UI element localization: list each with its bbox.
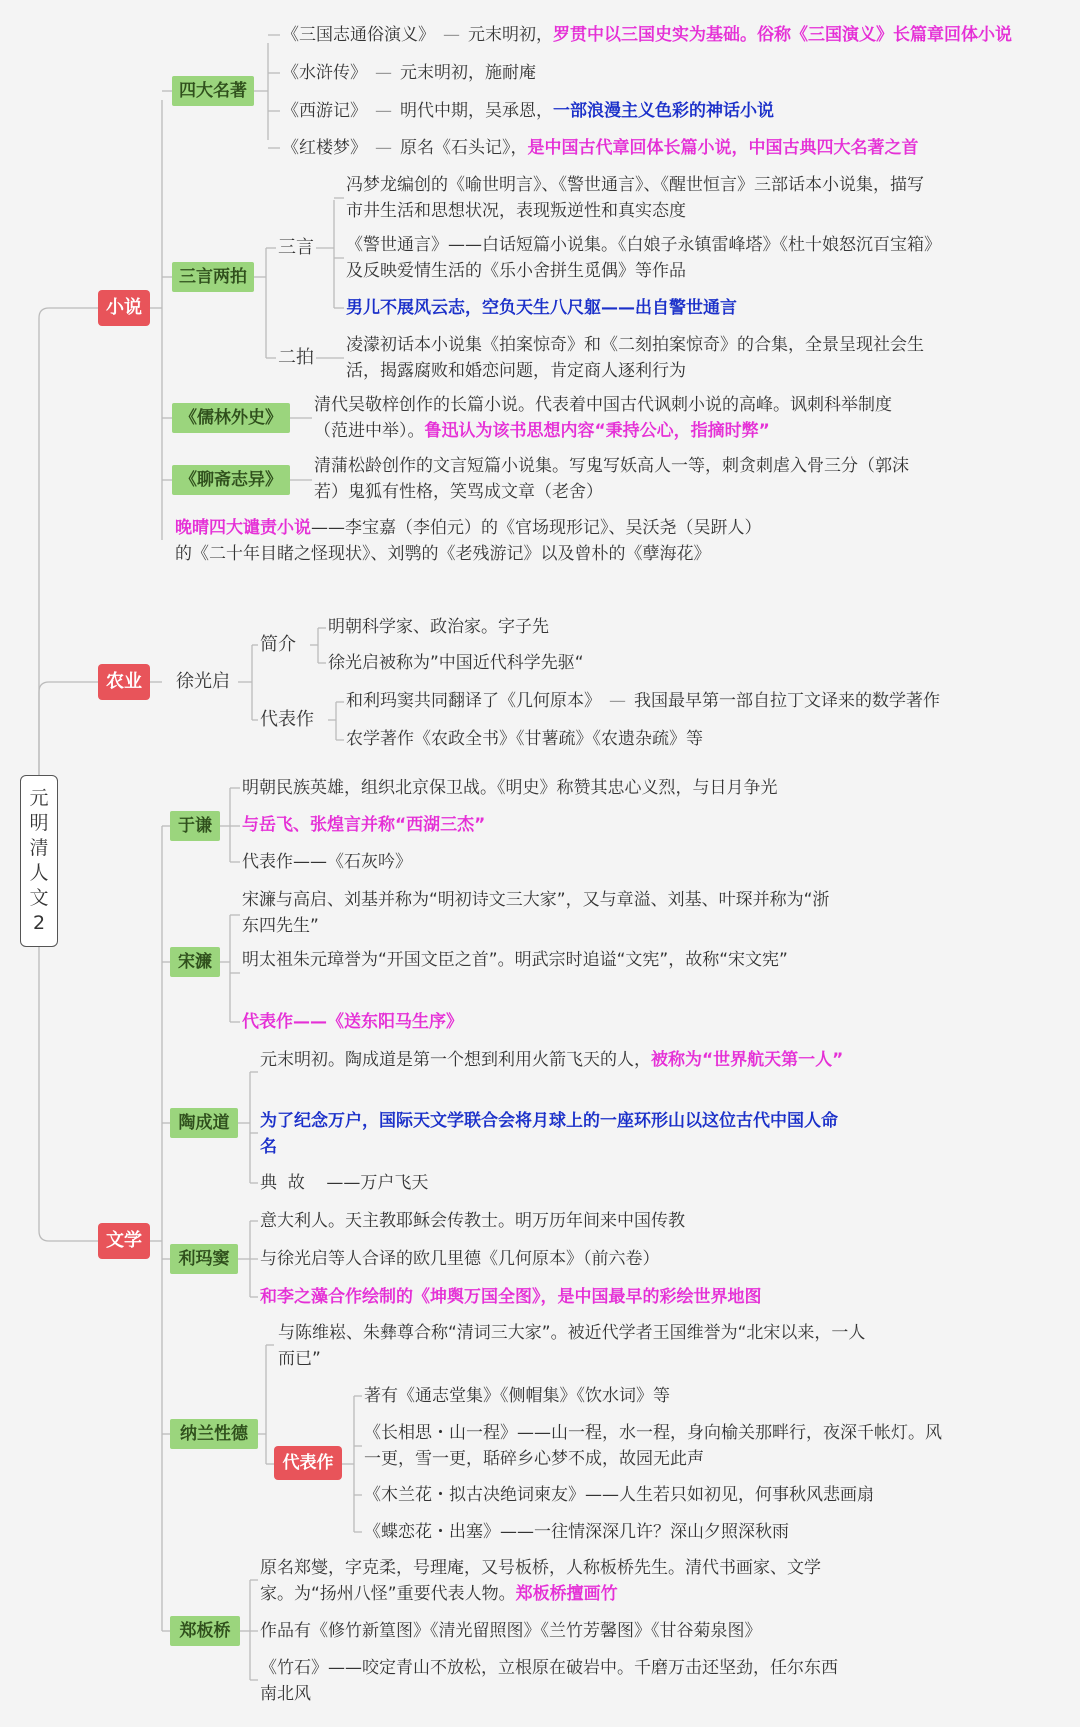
limadou-item: 与徐光启等人合译的欧几里德《几何原本》（前六卷） [260,1249,660,1269]
nalan-work: 《蝶恋花・出塞》——一往情深深几许？深山夕照深秋雨 [364,1522,789,1542]
sanyan-item: 冯梦龙编创的《喻世明言》、《警世通言》、《醒世恒言》三部话本小说集，描写市井生活和思想状况，表现叛逆性和真实态度 [346,175,924,221]
node-sanyan[interactable]: 三言 [278,237,314,258]
nalan-work: 《长相思・山一程》——山一程，水一程，身向榆关那畔行，夜深千帐灯。风一更，雪一更，聒碎乡心梦不成，故园无此声 [364,1423,942,1469]
root-char: 元 [29,787,49,809]
liaozhai-text: 清蒲松龄创作的文言短篇小说集。写鬼写妖高人一等，刺贪刺虐入骨三分（郭沫若）鬼狐有性格，笑骂成文章（老舍） [314,456,909,502]
taochengdao-item: 为了纪念万户，国际天文学联合会将月球上的一座环形山以这位古代中国人命名 [260,1111,838,1157]
node-erpai[interactable]: 二拍 [278,347,314,368]
node-nalan-works[interactable]: 代表作 [274,1446,342,1480]
branch-novel[interactable]: 小说 [98,290,150,326]
root-char: 清 [29,837,49,859]
erpai-text: 凌濛初话本小说集《拍案惊奇》和《二刻拍案惊奇》的合集，全景呈现社会生活，揭露腐败和婚恋问题，肯定商人逐利行为 [346,335,924,381]
intro-item: 徐光启被称为”中国近代科学先驱“ [328,653,584,673]
node-yuqian[interactable]: 于谦 [170,811,220,841]
sanyan-item: 《警世通言》——白话短篇小说集。《白娘子永镇雷峰塔》《杜十娘怒沉百宝箱》及反映爱情生活的《乐小舍拼生觅偶》等作品 [346,235,933,281]
classic-xiyou: 《西游记》 — 明代中期，吴承恩，一部浪漫主义色彩的神话小说 [282,101,774,121]
limadou-item: 和李之藻合作绘制的《坤舆万国全图》，是中国最早的彩绘世界地图 [260,1287,762,1307]
works-item: 农学著作《农政全书》《甘薯疏》《农遗杂疏》等 [346,729,703,749]
yuqian-item: 代表作——《石灰吟》 [242,852,412,872]
rulin-text: 清代吴敬梓创作的长篇小说。代表着中国古代讽刺小说的高峰。讽刺科举制度（范进中举）。鲁迅认为该书思想内容“秉持公心，指摘时弊” [314,395,892,441]
node-xu-guangqi[interactable]: 徐光启 [176,671,230,692]
taochengdao-item: 典 故 ——万户飞天 [260,1173,429,1193]
node-sanyan-liangpai[interactable]: 三言两拍 [172,262,254,292]
zhengbanqiao-item: 作品有《修竹新篁图》《清光留照图》《兰竹芳馨图》《甘谷菊泉图》 [260,1621,762,1641]
nalan-work: 著有《通志堂集》《侧帽集》《饮水词》等 [364,1386,670,1406]
yuqian-item: 明朝民族英雄，组织北京保卫战。《明史》称赞其忠心义烈，与日月争光 [242,778,778,798]
node-rulin[interactable]: 《儒林外史》 [172,403,290,433]
intro-item: 明朝科学家、政治家。字子先 [328,617,549,637]
root-char: 2 [32,912,46,934]
classic-sanguo: 《三国志通俗演义》 — 元末明初，罗贯中以三国史实为基础。俗称《三国演义》长篇章回体小说 [282,25,1012,45]
nalan-work: 《木兰花・拟古决绝词柬友》——人生若只如初见，何事秋风悲画扇 [364,1485,874,1505]
node-limadou[interactable]: 利玛窦 [170,1244,238,1274]
node-nalan[interactable]: 纳兰性德 [170,1419,258,1449]
songlian-item: 代表作——《送东阳马生序》 [242,1012,463,1032]
yuqian-item: 与岳飞、张煌言并称“西湖三杰” [242,815,486,835]
node-four-classics[interactable]: 四大名著 [172,76,254,106]
limadou-item: 意大利人。天主教耶稣会传教士。明万历年间来中国传教 [260,1211,685,1231]
late-qing-novels: 晚晴四大谴责小说——李宝嘉（李伯元）的《官场现形记》、吴沃尧（吴趼人）的《二十年目睹之怪现状》、刘鹗的《老残游记》以及曾朴的《孽海花》 [175,518,762,564]
node-zhengbanqiao[interactable]: 郑板桥 [170,1616,240,1646]
works-item: 和利玛窦共同翻译了《几何原本》 — 我国最早第一部自拉丁文译来的数学著作 [346,691,940,711]
branch-lit[interactable]: 文学 [98,1223,150,1259]
node-songlian[interactable]: 宋濂 [170,947,220,977]
node-intro[interactable]: 简介 [260,634,296,655]
taochengdao-item: 元末明初。陶成道是第一个想到利用火箭飞天的人，被称为“世界航天第一人” [260,1050,844,1070]
root-node [20,775,58,947]
node-works[interactable]: 代表作 [260,709,314,730]
classic-shuihu: 《水浒传》 — 元末明初，施耐庵 [282,63,536,83]
zhengbanqiao-item: 原名郑燮，字克柔，号理庵，又号板桥，人称板桥先生。清代书画家、文学家。为“扬州八怪”重要代表人物。郑板桥擅画竹 [260,1558,821,1604]
sanyan-quote: 男儿不展风云志，空负天生八尺躯——出自警世通言 [346,298,737,318]
node-liaozhai[interactable]: 《聊斋志异》 [172,465,290,495]
zhengbanqiao-item: 《竹石》——咬定青山不放松，立根原在破岩中。千磨万击还坚劲，任尔东西南北风 [260,1658,838,1704]
root-char: 人 [29,862,49,884]
root-char: 明 [29,812,49,834]
branch-agri[interactable]: 农业 [98,664,150,700]
nalan-intro: 与陈维崧、朱彝尊合称“清词三大家”。被近代学者王国维誉为“北宋以来，一人而已” [278,1323,866,1369]
classic-hongloumeng: 《红楼梦》 — 原名《石头记》，是中国古代章回体长篇小说，中国古典四大名著之首 [282,138,919,158]
node-taochengdao[interactable]: 陶成道 [170,1108,238,1138]
songlian-item: 明太祖朱元璋誉为“开国文臣之首”。明武宗时追谥“文宪”，故称“宋文宪” [242,950,788,970]
root-char: 文 [29,887,49,909]
songlian-item: 宋濂与高启、刘基并称为“明初诗文三大家”，又与章溢、刘基、叶琛并称为“浙东四先生” [242,890,830,936]
